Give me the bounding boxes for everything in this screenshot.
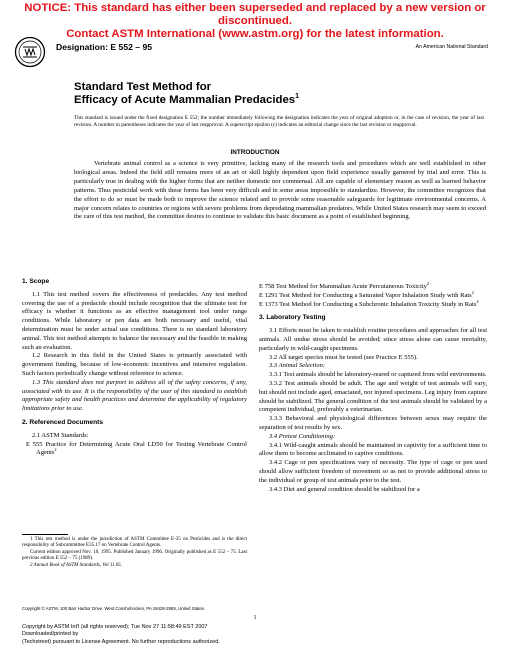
para-3-4-2: 3.4.2 Cage or pen specifications vary of necessity. The type of cage or pen used should allow sufficient freedom of movement so as not to provide additional stress to the individual or group of test animals prior to the test. — [259, 459, 487, 484]
footnote-2: 2 Annual Book of ASTM Standards, Vol 11.05. — [30, 562, 123, 568]
introduction-heading: INTRODUCTION — [230, 149, 280, 156]
supersede-notice — [0, 2, 510, 41]
para-3-3-1: 3.3.1 Test animals should be laboratory-reared or captured from wild environments. — [269, 371, 487, 379]
ref-e1291-sup: 2 — [471, 289, 474, 295]
american-national-standard-label: An American National Standard — [415, 44, 488, 50]
ref-e1373: E 1373 Test Method for Conducting a Subchronic Inhalation Toxicity Study in Rats — [259, 300, 477, 308]
footnotes — [22, 537, 247, 569]
title-footnote-ref: 1 — [295, 93, 300, 101]
notice-line-2: Contact ASTM International (www.astm.org) for the latest information. — [66, 28, 444, 40]
para-1-1: 1.1 This test method covers the effectiveness of predacides. Any test method covering the use of a predacide should include recognition that the ultimate test for efficacy is whether it functions as an effective management tool under range conditions. While laboratory or pen data are both necessary and useful, vital determination must be under actual use conditions. There is no standard laboratory animal. This test method attempts to balance the necessary and the feasible in making such an evaluation. — [22, 290, 247, 351]
designation: Designation: E 552 – 95 — [56, 42, 152, 52]
license-line-1: Copyright by ASTM Int'l (all rights reserved); Tue Nov 27 11:58:49 EST 2007 — [22, 624, 208, 630]
right-column — [259, 280, 487, 494]
ref-e555: E 555 Practice for Determining Acute Oral LD50 for Testing Vertebrate Control Agents — [26, 440, 247, 457]
para-3-2: 3.2 All target species must be tested (see Practice E 555). — [269, 353, 418, 361]
title-line-2: Efficacy of Acute Mammalian Predacides — [74, 94, 296, 106]
para-3-1: 3.1 Efforts must be taken to establish routine procedures and approaches for all test animals. All undue stress should be avoided; since stress alone can cause mortality, particularly in wild-caught specimens. — [259, 327, 487, 352]
ref-e758-sup: 2 — [426, 280, 430, 286]
footnote-1-continued: Current edition approved Nov. 10, 1995. Published January 1996. Originally published as E 552 – 75. Last previous edition E 552 – 75 (1989). — [22, 549, 247, 562]
para-3-3-3: 3.3.3 Behavioral and physiological differences between sexes may require the separation of test results by sex. — [259, 415, 487, 431]
astm-logo-icon — [14, 36, 46, 68]
notice-line-1: NOTICE: This standard has either been superseded and replaced by a new version or discontinued. — [24, 2, 486, 27]
ref-e1373-sup: 2 — [476, 298, 479, 304]
license-line-3: (Techstreet) pursuant to License Agreement. No further reproductions authorized. — [22, 638, 220, 645]
page-number: 1 — [253, 615, 257, 621]
left-column — [22, 278, 247, 458]
title-line-1: Standard Test Method for — [74, 81, 212, 93]
ref-e555-sup: 2 — [54, 447, 57, 453]
para-1-3: 1.3 This standard does not purport to address all of the safety concerns, if any, associated with its use. It is the responsibility of the user of this standard to establish appropriate safety and health practices and determine the applicability of regulatory limitations prior to use. — [22, 378, 247, 413]
ref-e1291: E 1291 Test Method for Conducting a Saturated Vapor Inhalation Study with Rats — [259, 291, 472, 299]
footnote-rule — [22, 534, 68, 535]
section-laboratory-testing-heading: 3. Laboratory Testing — [259, 314, 326, 322]
document-title — [74, 81, 454, 107]
issuance-note: This standard is issued under the fixed designation E 552; the number immediately following the designation indicates the year of original adoption or, in the case of revision, the year of last revision. A number in parentheses indicates the year of last reapproval. A superscript epsilon (ε) indicates an editorial change since the last revision or reapproval. — [74, 115, 484, 129]
section-referenced-documents-heading: 2. Referenced Documents — [22, 418, 103, 426]
ref-e758: E 758 Test Method for Mammalian Acute Percutaneous Toxicity — [259, 283, 427, 290]
introduction-body: Vertebrate animal control as a science is very primitive, lacking many of the research tools and procedures which are well established in other biological areas. Indeed the field still remains more of an art or skill highly dependent upon field experience usually garnered by trial and error. This is particularly true in dealing with the higher forms that are neither domestic nor commensal. All are capable of elementary reason as well as learned behavior patterns. Thus pesticidal work with these forms has been very difficult and in some areas impossible to standardize. However, the committee recognizes that the effort to do so must be made both to improve the science related and to provide some reasonable safeguards for legitimate environmental concerns. A major concern relates to countries or regions with severe problems from depredating mammalian predators. While United States research may seem to exceed the care of this test method, the committee desires to continue to validate this basic document as a point of established beginning. — [74, 160, 486, 221]
section-scope-heading: 1. Scope — [22, 278, 50, 285]
footnote-1: 1 This test method is under the jurisdiction of ASTM Committee E-35 on Pesticides and is the direct responsibility of Subcommittee E35.17 on Vertebrate Control Agents. — [22, 537, 247, 549]
para-2-1: 2.1 ASTM Standards: — [32, 431, 89, 439]
license-line-2: Downloaded/printed by — [22, 631, 79, 638]
para-1-2: 1.2 Research in this field in the United States is primarily associated with government funding, because of low-economic incentives and intensive regulation. Such factors periodically change without reference to science. — [22, 352, 247, 377]
para-3-4-1: 3.4.1 Wild-caught animals should be maintained in captivity for a sufficient time to allow them to become acclimated to captive conditions. — [259, 441, 487, 458]
para-3-4: 3.4 Pretest Conditioning: — [269, 432, 336, 440]
license-footer — [22, 624, 302, 646]
para-3-4-3: 3.4.3 Diet and general condition should be stabilized for a — [269, 485, 420, 493]
copyright-line: Copyright © ASTM, 100 Barr Harbor Drive, West Conshohocken, PA 19428-2959, United States. — [22, 606, 206, 611]
para-3-3-2: 3.3.2 Test animals should be adult. The age and weight of test animals will vary, but should not include aged, emaciated, nor injured specimens. Leg injury from capture should be stabilized. The general condition of the test animals should be validated by a competent individual, preferably a veterinarian. — [259, 379, 487, 414]
para-3-3: 3.3 Animal Selection: — [269, 362, 326, 370]
